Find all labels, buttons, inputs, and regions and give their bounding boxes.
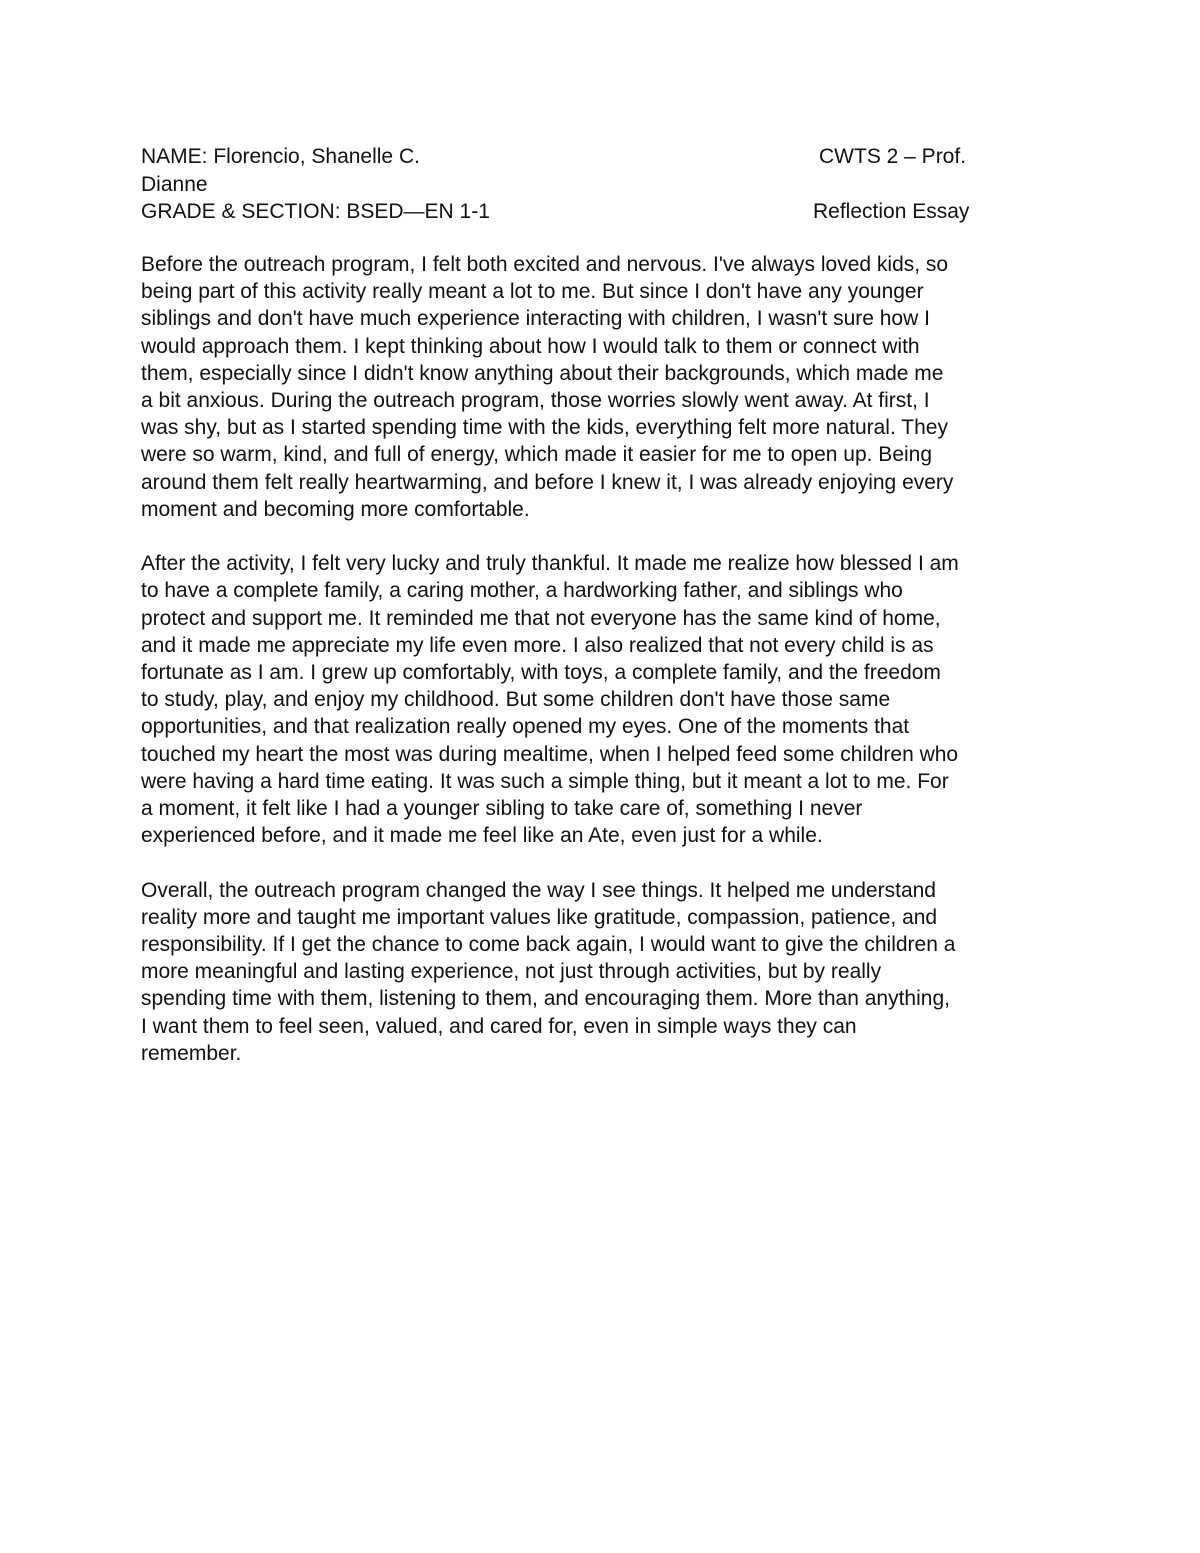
course-professor: CWTS 2 – Prof. xyxy=(819,145,967,168)
paragraph-line: experienced before, and it made me feel like an Ate, even just for a while. xyxy=(141,824,823,848)
header-line-3 xyxy=(141,198,1061,226)
paragraph-line: a moment, it felt like I had a younger sibling to take care of, something I never xyxy=(141,797,863,821)
essay-paragraph-1 xyxy=(141,251,1071,523)
paragraph-line: fortunate as I am. I grew up comfortably, with toys, a complete family, and the freedom xyxy=(141,661,941,685)
paragraph-line: I want them to feel seen, valued, and cared for, even in simple ways they can xyxy=(141,1014,857,1038)
paragraph-line: around them felt really heartwarming, and before I knew it, I was already enjoying every xyxy=(141,470,954,494)
essay-paragraph-2 xyxy=(141,550,1071,849)
paragraph-line: and it made me appreciate my life even more. I also realized that not every child is as xyxy=(141,633,934,657)
paragraph-line: touched my heart the most was during mealtime, when I helped feed some children who xyxy=(141,742,959,766)
header-line-1 xyxy=(141,143,1061,171)
paragraph-line: siblings and don't have much experience interacting with children, I wasn't sure how I xyxy=(141,307,930,331)
paragraph-line: responsibility. If I get the chance to come back again, I would want to give the children a xyxy=(141,933,956,957)
essay-paragraph-3 xyxy=(141,877,1071,1067)
paragraph-line: to study, play, and enjoy my childhood. But some children don't have those same xyxy=(141,688,891,712)
paragraph-line: remember. xyxy=(141,1041,242,1065)
paragraph-line: more meaningful and lasting experience, not just through activities, but by really xyxy=(141,960,882,984)
grade-section: GRADE & SECTION: BSED—EN 1-1 xyxy=(141,200,490,223)
essay-body xyxy=(141,251,1071,1094)
paragraph-line: was shy, but as I started spending time with the kids, everything felt more natural. They xyxy=(141,416,948,440)
paragraph-line: moment and becoming more comfortable. xyxy=(141,497,530,521)
paragraph-line: a bit anxious. During the outreach program, those worries slowly went away. At first, I xyxy=(141,389,930,413)
paragraph-line: to have a complete family, a caring mother, a hardworking father, and siblings who xyxy=(141,579,903,603)
student-name: NAME: Florencio, Shanelle C. xyxy=(141,145,420,168)
paragraph-line: reality more and taught me important values like gratitude, compassion, patience, and xyxy=(141,905,938,929)
paragraph-line: being part of this activity really meant a lot to me. But since I don't have any younger xyxy=(141,280,924,304)
paragraph-line: Overall, the outreach program changed the way I see things. It helped me understand xyxy=(141,878,936,902)
header-line-2 xyxy=(141,171,1061,199)
paragraph-line: would approach them. I kept thinking about how I would talk to them or connect with xyxy=(141,334,920,358)
document-header xyxy=(141,143,1061,226)
paragraph-line: Before the outreach program, I felt both excited and nervous. I've always loved kids, so xyxy=(141,253,949,276)
paragraph-line: them, especially since I didn't know anything about their backgrounds, which made me xyxy=(141,361,944,385)
paragraph-line: After the activity, I felt very lucky and truly thankful. It made me realize how blessed I am xyxy=(141,552,959,576)
professor-name-continued: Dianne xyxy=(141,172,208,196)
paragraph-line: were having a hard time eating. It was such a simple thing, but it meant a lot to me. For xyxy=(141,769,949,793)
document-type: Reflection Essay xyxy=(813,200,970,223)
paragraph-line: protect and support me. It reminded me that not everyone has the same kind of home, xyxy=(141,606,941,630)
paragraph-line: were so warm, kind, and full of energy, which made it easier for me to open up. Being xyxy=(141,443,933,467)
paragraph-line: opportunities, and that realization really opened my eyes. One of the moments that xyxy=(141,715,910,739)
paragraph-line: spending time with them, listening to them, and encouraging them. More than anything, xyxy=(141,987,950,1011)
